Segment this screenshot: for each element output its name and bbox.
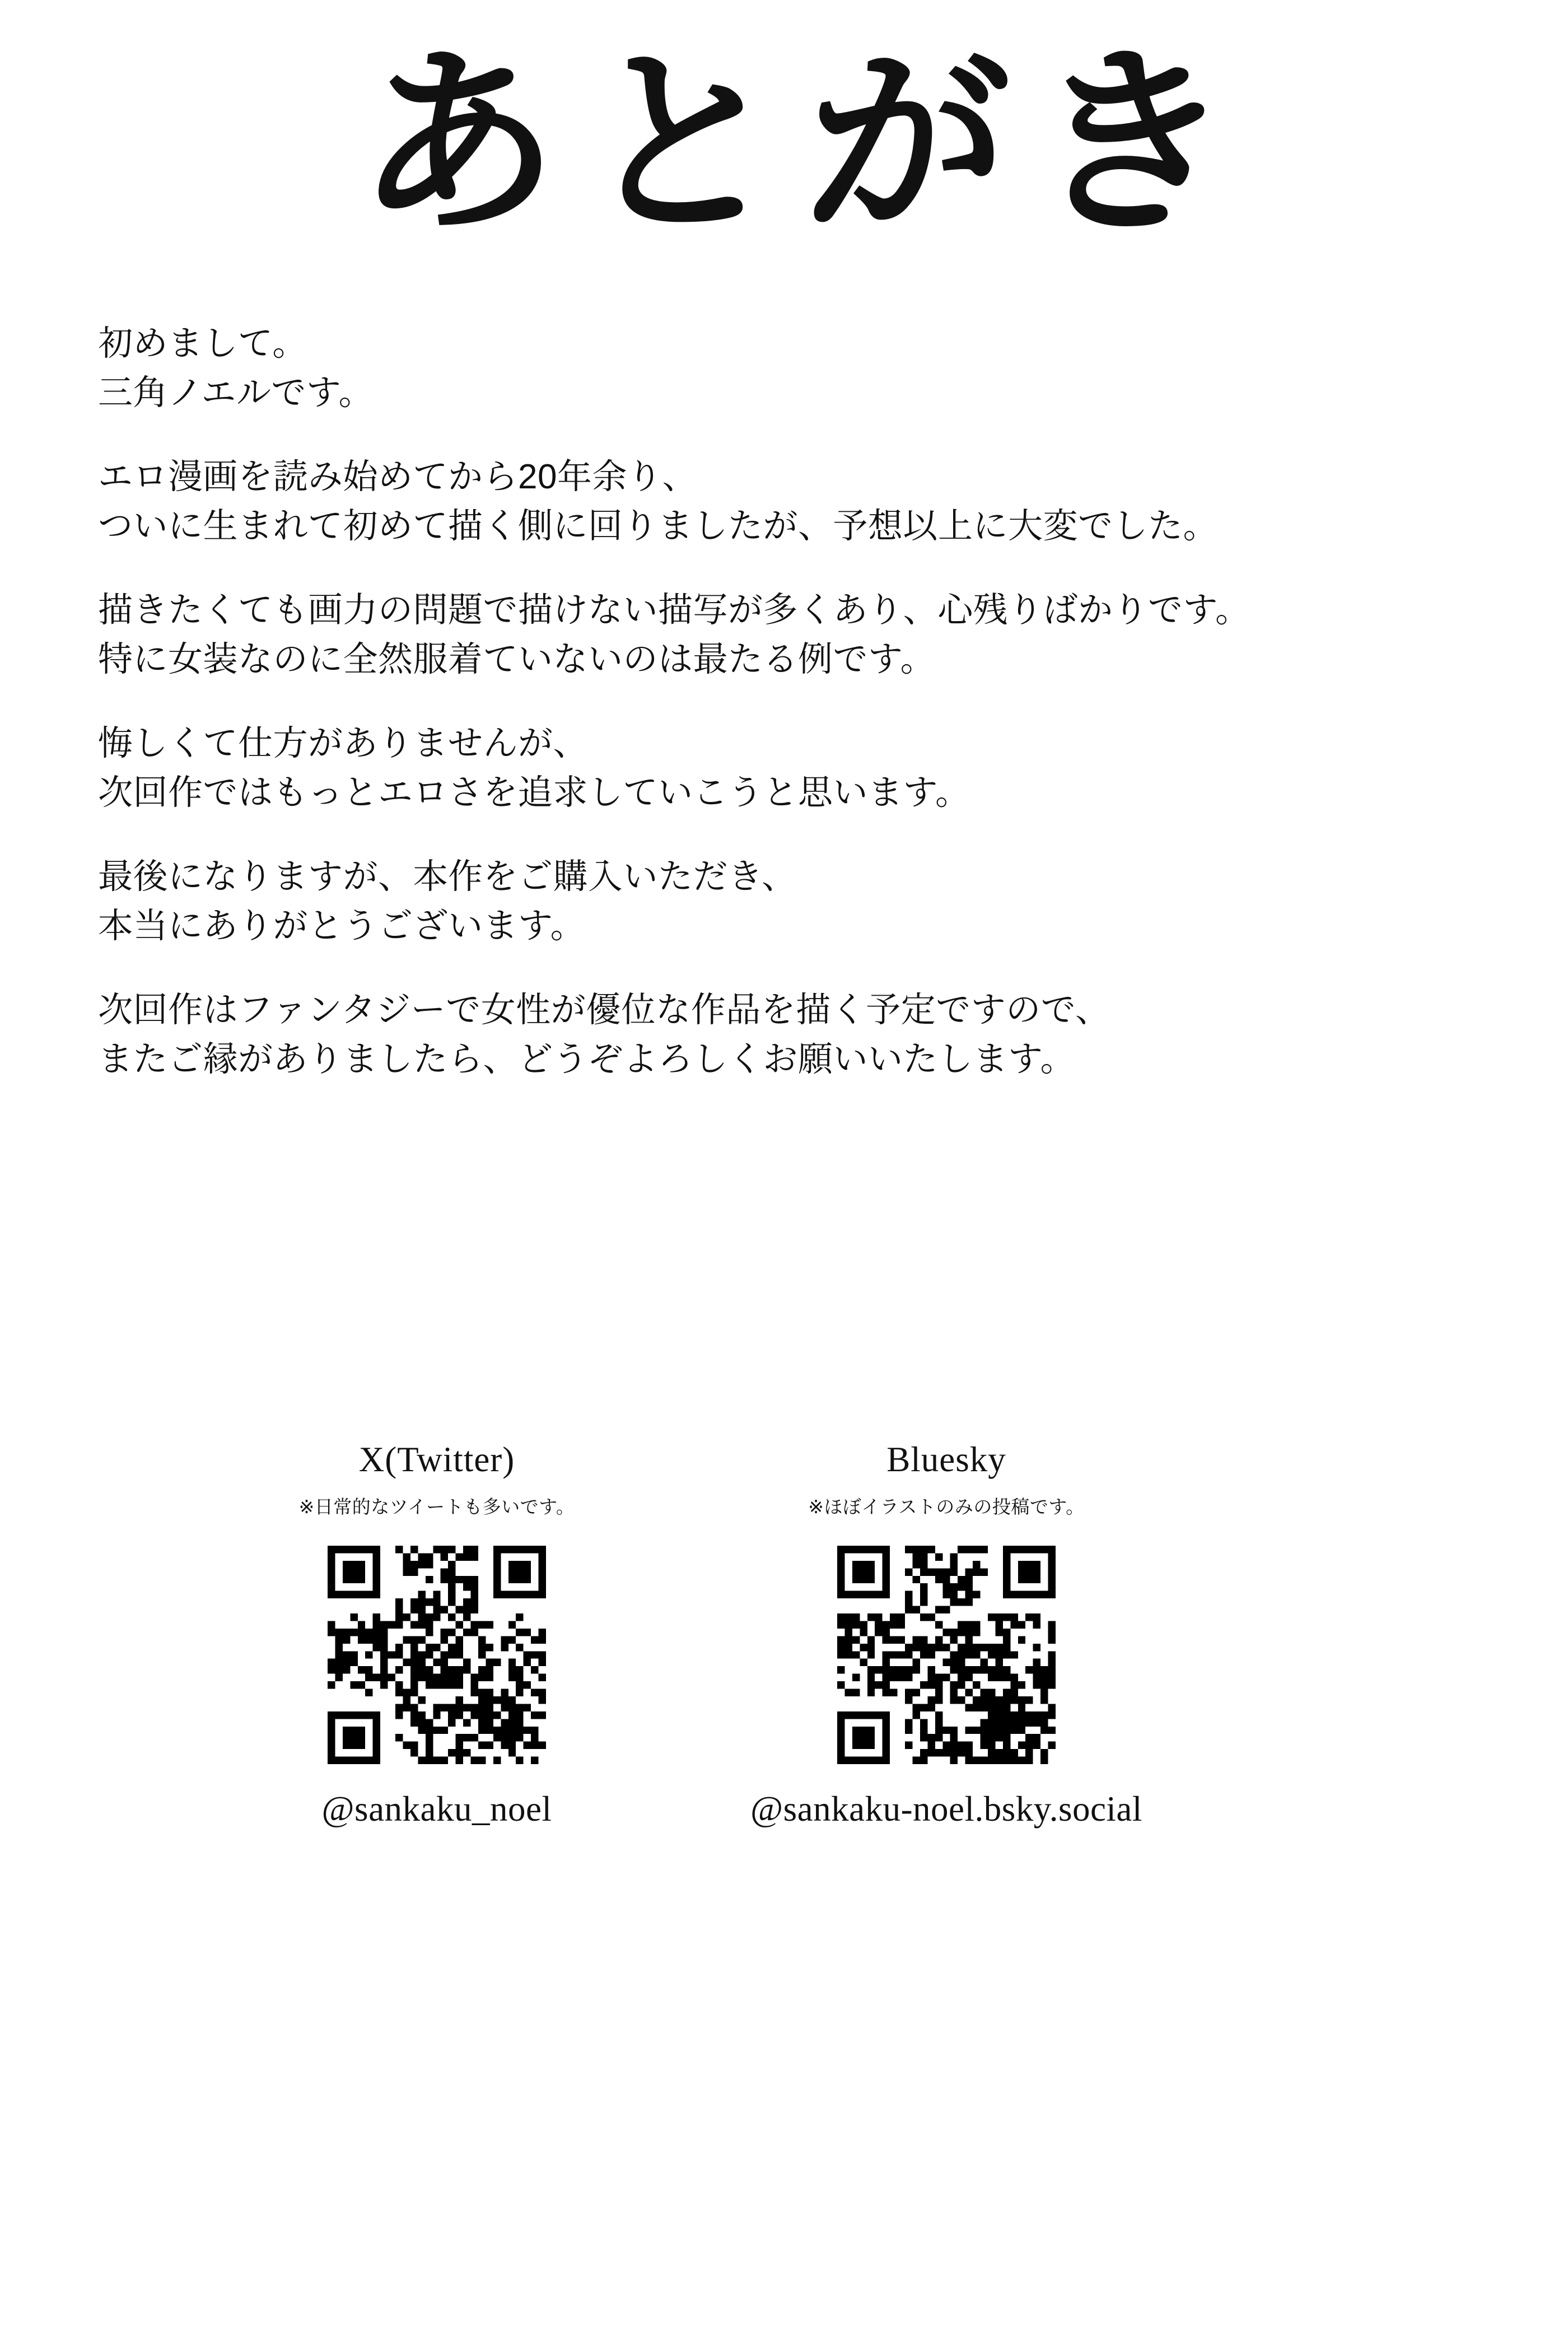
- afterword-paragraph: [98, 719, 1498, 818]
- afterword-line: 次回作はファンタジーで女性が優位な作品を描く予定ですので、: [98, 991, 1110, 1030]
- afterword-line: 本当にありがとうございます。: [98, 907, 586, 946]
- social-accounts: [0, 1439, 1568, 1830]
- afterword-line: ついに生まれて初めて描く側に回りましたが、予想以上に大変でした。: [98, 507, 1219, 546]
- afterword-line: 次回作ではもっとエロさを追求していこうと思います。: [98, 773, 970, 813]
- social-handle[interactable]: @sankaku_noel: [321, 1789, 552, 1829]
- qr-code-bluesky[interactable]: [837, 1546, 1056, 1764]
- qr-code-x-twitter[interactable]: [328, 1546, 546, 1764]
- page-title: あとがき: [352, 26, 1261, 261]
- afterword-line: 特に女装なのに全然服着ていないのは最たる例です。: [98, 640, 936, 679]
- afterword-paragraph: [98, 986, 1498, 1084]
- page-title-area: [0, 26, 1568, 305]
- social-platform-name: Bluesky: [886, 1440, 1006, 1479]
- social-handle[interactable]: @sankaku-noel.bsky.social: [750, 1789, 1142, 1829]
- afterword-line: 初めまして。: [98, 324, 307, 363]
- afterword-paragraph: [98, 453, 1498, 551]
- afterword-line: 悔しくて仕方がありませんが、: [98, 724, 589, 763]
- afterword-body: [98, 319, 1498, 1119]
- afterword-paragraph: [98, 319, 1498, 418]
- afterword-line: エロ漫画を読み始めてから20年余り、: [98, 458, 697, 497]
- social-account-x-twitter: [241, 1439, 633, 1830]
- social-note: ※日常的なツイートも多いです。: [298, 1496, 575, 1517]
- social-platform-name: X(Twitter): [358, 1440, 515, 1479]
- social-note: ※ほぼイラストのみの投稿です。: [808, 1496, 1085, 1517]
- afterword-paragraph: [98, 586, 1498, 684]
- afterword-line: 描きたくても画力の問題で描けない描写が多くあり、心残りばかりです。: [98, 591, 1250, 630]
- afterword-line: 三角ノエルです。: [98, 374, 374, 413]
- social-account-bluesky: [694, 1439, 1198, 1830]
- afterword-line: 最後になりますが、本作をご購入いただき、: [98, 857, 797, 897]
- afterword-line: またご縁がありましたら、どうぞよろしくお願いいたします。: [98, 1040, 1076, 1079]
- afterword-paragraph: [98, 852, 1498, 951]
